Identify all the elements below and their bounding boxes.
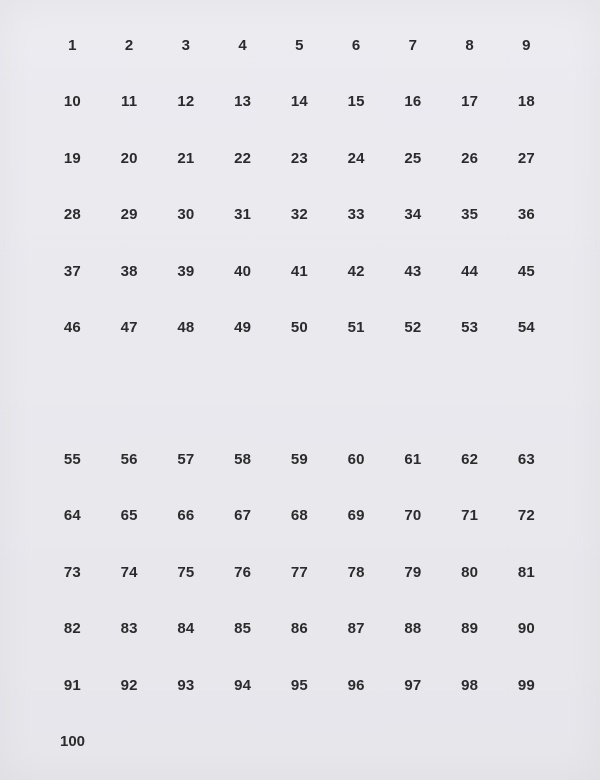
number-cell: 94 [234,676,252,694]
number-cell: 6 [351,37,361,54]
number-cell: 58 [234,451,252,468]
number-cell: 15 [347,93,365,111]
number-cell: 12 [177,93,195,111]
number-cell: 3 [181,37,191,54]
number-cell: 10 [63,93,81,111]
number-cell: 26 [461,149,479,167]
number-cell: 36 [517,206,535,224]
number-grid-top [44,32,556,370]
number-grid-bottom [44,446,556,728]
number-cell: 39 [177,262,195,280]
number-cell: 48 [177,318,195,336]
number-cell: 80 [461,563,479,581]
number-cell: 77 [290,563,308,581]
number-cell: 69 [347,507,365,525]
number-cell: 34 [404,206,422,224]
number-cell: 86 [290,620,308,638]
number-cell: 60 [347,451,365,468]
number-cell: 31 [234,206,252,224]
number-cell: 93 [177,676,195,694]
number-cell: 5 [295,37,304,54]
number-cell: 62 [461,451,479,468]
number-cell: 81 [517,563,535,581]
number-cell: 54 [517,318,535,336]
number-cell: 75 [177,563,195,581]
number-cell: 68 [290,507,308,525]
number-cell: 83 [120,620,138,638]
number-cell: 71 [461,507,479,525]
number-cell: 24 [347,149,365,167]
number-cell: 16 [404,93,422,111]
number-cell: 45 [517,262,535,280]
number-cell: 30 [177,206,195,224]
number-cell: 43 [404,262,422,280]
number-cell: 20 [120,149,138,167]
number-cell: 41 [290,262,308,280]
number-cell: 66 [177,507,195,525]
number-cell: 59 [290,451,308,468]
number-cell-last: 100 [59,733,86,750]
number-cell: 21 [177,149,195,167]
number-cell: 40 [234,262,252,280]
number-cell: 87 [347,620,365,638]
number-cell: 90 [517,620,535,638]
number-cell: 37 [63,262,81,280]
number-cell: 99 [517,676,535,694]
number-cell: 85 [234,620,252,638]
number-cell: 38 [120,262,138,280]
number-cell: 8 [465,37,474,54]
number-cell: 18 [517,93,535,111]
number-cell: 29 [120,206,138,224]
number-cell: 92 [120,676,138,694]
number-cell: 2 [124,37,134,54]
number-cell: 97 [404,676,422,694]
number-cell: 91 [63,676,81,694]
number-cell: 78 [347,563,365,581]
number-cell: 1 [68,37,77,54]
number-cell: 35 [461,206,479,224]
number-cell: 28 [63,206,81,224]
number-cell: 55 [63,451,81,468]
number-cell: 7 [408,37,418,54]
number-cell: 33 [347,206,365,224]
number-cell: 47 [120,318,138,336]
number-cell: 95 [290,676,308,694]
number-cell: 61 [404,451,422,468]
number-cell: 73 [63,563,81,581]
number-cell: 22 [234,149,252,167]
number-cell: 70 [404,507,422,525]
number-cell: 88 [404,620,422,638]
number-cell: 76 [234,563,252,581]
number-cell: 98 [461,676,479,694]
number-cell: 4 [238,37,247,54]
number-cell: 13 [234,93,252,111]
number-cell: 49 [234,318,252,336]
number-cell: 89 [461,620,479,638]
number-cell: 9 [522,37,531,54]
number-cell: 42 [347,262,365,280]
number-cell: 64 [63,507,81,525]
number-cell: 32 [290,206,308,224]
number-cell: 82 [63,620,81,638]
number-cell: 17 [461,93,479,111]
number-cell: 11 [120,93,138,111]
number-cell: 56 [120,451,138,468]
number-cell: 51 [347,318,365,336]
number-cell: 25 [404,149,422,167]
number-cell: 96 [347,676,365,694]
number-cell: 19 [63,149,81,167]
number-cell: 46 [63,318,81,336]
number-cell: 72 [517,507,535,525]
number-cell: 57 [177,451,195,468]
number-cell: 23 [290,149,308,167]
number-cell: 63 [517,451,535,468]
number-cell: 53 [461,318,479,336]
number-cell: 44 [461,262,479,280]
number-cell: 65 [120,507,138,525]
number-cell: 79 [404,563,422,581]
number-cell: 84 [177,620,195,638]
number-cell: 52 [404,318,422,336]
number-cell: 50 [290,318,308,336]
number-cell: 74 [120,563,138,581]
number-cell: 27 [517,149,535,167]
number-cell: 67 [234,507,252,525]
number-cell: 14 [290,93,308,111]
